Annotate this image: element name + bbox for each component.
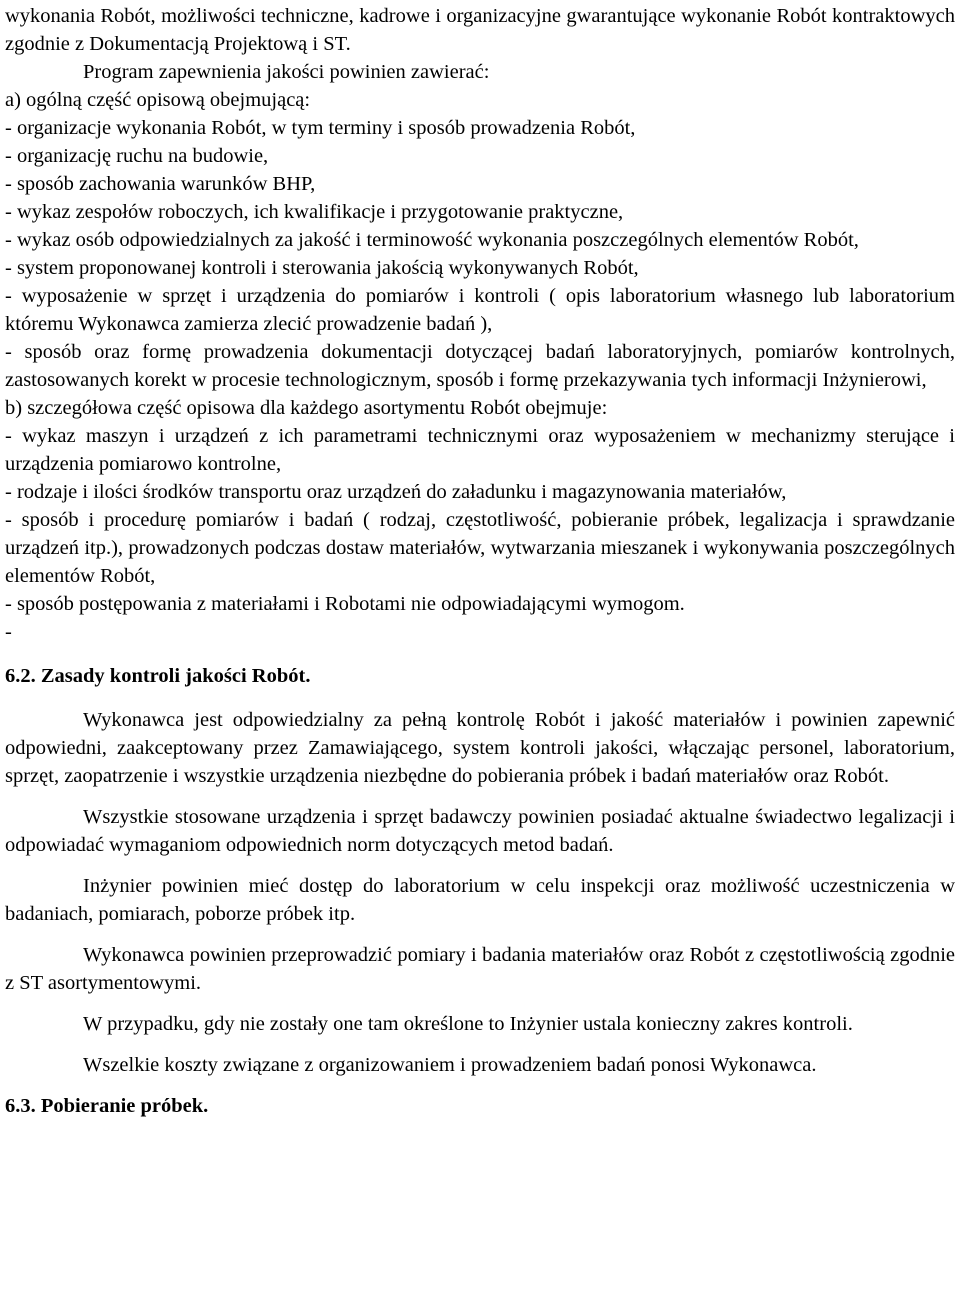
list-item: - system proponowanej kontroli i sterowania jakością wykonywanych Robót, bbox=[5, 257, 639, 279]
section-b-title: b) szczegółowa część opisowa dla każdego asortymentu Robót obejmuje: bbox=[5, 397, 608, 419]
intro-continuation: wykonania Robót, możliwości techniczne, kadrowe i organizacyjne gwarantujące wykonanie Robót kontraktowych zgodnie z Dokumentacją Projektową i ST. bbox=[5, 5, 955, 55]
list-item: - wykaz osób odpowiedzialnych za jakość i terminowość wykonania poszczególnych elementów Robót, bbox=[5, 229, 859, 251]
list-item: - rodzaje i ilości środków transportu oraz urządzeń do załadunku i magazynowania materiałów, bbox=[5, 481, 787, 503]
section-b bbox=[5, 394, 955, 646]
paragraph: Wykonawca powinien przeprowadzić pomiary i badania materiałów oraz Robót z częstotliwością zgodnie z ST asortymentowymi. bbox=[5, 944, 955, 994]
list-item: - sposób zachowania warunków BHP, bbox=[5, 173, 316, 195]
section-heading: 6.3. Pobieranie próbek. bbox=[5, 1095, 209, 1117]
paragraph: W przypadku, gdy nie zostały one tam określone to Inżynier ustala konieczny zakres kontroli. bbox=[83, 1013, 853, 1035]
list-item: - wykaz zespołów roboczych, ich kwalifikacje i przygotowanie praktyczne, bbox=[5, 201, 624, 223]
document-page bbox=[5, 2, 955, 1120]
paragraph: Wykonawca jest odpowiedzialny za pełną kontrolę Robót i jakość materiałów i powinien zapewnić odpowiedni, zaakceptowany przez Zamawiającego, system kontroli jakości, włączając personel, laboratorium, sprzęt, zaopatrzenie i wszystkie urządzenia niezbędne do pobierania próbek i badań materiałów oraz Robót. bbox=[5, 709, 955, 787]
list-item: - wykaz maszyn i urządzeń z ich parametrami technicznymi oraz wyposażeniem w mechanizmy sterujące i urządzenia pomiarowo kontrolne, bbox=[5, 425, 955, 475]
list-item: - organizację ruchu na budowie, bbox=[5, 145, 269, 167]
section-6-2 bbox=[5, 662, 955, 1079]
list-item: - organizacje wykonania Robót, w tym terminy i sposób prowadzenia Robót, bbox=[5, 117, 636, 139]
list-item: - bbox=[5, 621, 12, 643]
paragraph: Inżynier powinien mieć dostęp do laboratorium w celu inspekcji oraz możliwość uczestniczenia w badaniach, pomiarach, poborze próbek itp. bbox=[5, 875, 955, 925]
list-item: - sposób oraz formę prowadzenia dokumentacji dotyczącej badań laboratoryjnych, pomiarów kontrolnych, zastosowanych korekt w procesie technologicznym, sposób i formę przekazywania tych informacji Inżynierowi, bbox=[5, 341, 955, 391]
section-heading: 6.2. Zasady kontroli jakości Robót. bbox=[5, 665, 311, 687]
paragraph: Wszystkie stosowane urządzenia i sprzęt badawczy powinien posiadać aktualne świadectwo legalizacji i odpowiadać wymaganiom odpowiednich norm dotyczących metod badań. bbox=[5, 806, 955, 856]
list-item: - sposób i procedurę pomiarów i badań ( rodzaj, częstotliwość, pobieranie próbek, legalizacja i sprawdzanie urządzeń itp.), prowadzonych podczas dostaw materiałów, wytwarzania mieszanek i wykonywania poszczególnych elementów Robót, bbox=[5, 509, 955, 587]
list-item: - sposób postępowania z materiałami i Robotami nie odpowiadającymi wymogom. bbox=[5, 593, 685, 615]
list-item: - wyposażenie w sprzęt i urządzenia do pomiarów i kontroli ( opis laboratorium własnego lub laboratorium któremu Wykonawca zamierza zlecić prowadzenie badań ), bbox=[5, 285, 955, 335]
section-a bbox=[5, 86, 955, 394]
paragraph: Wszelkie koszty związane z organizowaniem i prowadzeniem badań ponosi Wykonawca. bbox=[83, 1054, 817, 1076]
program-lead: Program zapewnienia jakości powinien zawierać: bbox=[83, 61, 490, 83]
section-6-3 bbox=[5, 1092, 955, 1120]
section-a-title: a) ogólną część opisową obejmującą: bbox=[5, 89, 311, 111]
